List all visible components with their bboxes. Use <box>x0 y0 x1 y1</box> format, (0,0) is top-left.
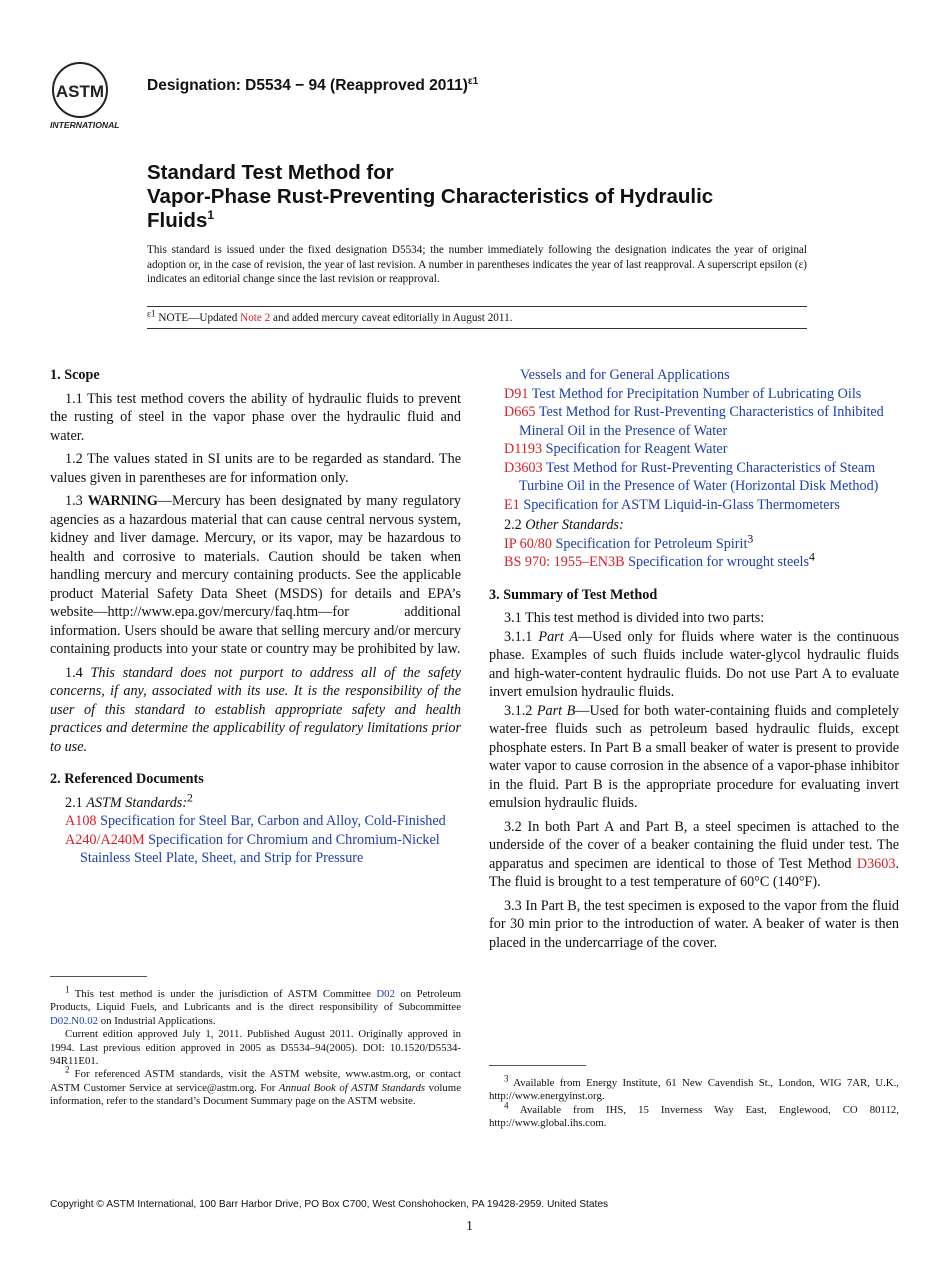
inline-reference-link[interactable]: D3603 <box>856 855 896 872</box>
footnote-link[interactable]: D02.N0.02 <box>50 1014 98 1027</box>
section-heading-referenced: 2. Referenced Documents <box>50 771 204 787</box>
divider <box>147 306 807 307</box>
page-number: 1 <box>466 1219 473 1234</box>
section-heading-summary: 3. Summary of Test Method <box>489 586 658 603</box>
footnote-1b: Current edition approved July 1, 2011. Published August 2011. Originally approved in 1994. Last previous edition approved in 2005 as D5534–94(2005). DOI: 10.1520/D5534-94R11E01. <box>50 1028 461 1068</box>
reference-item[interactable]: D1193 Specification for Reagent Water <box>504 441 728 457</box>
para-1-3: 1.3 WARNING—Mercury has been designated by many regulatory agencies as a hazardous material that can cause central nervous system, kidney and liver damage. Mercury, or its vapor, may be hazardous to health and corrosive to materials. Caution should be taken when handling mercury and mercury containing products. See the applicable product Material Safety Data Sheet (MSDS) for details and EPA’s website—http://www.epa.gov/mercury/faq.htm—for additional information. Users should be aware that selling mercury and/or mercury containing products into your state or country may be prohibited by law. <box>50 493 461 657</box>
reference-item[interactable]: E1 Specification for ASTM Liquid-in-Glass Thermometers <box>504 496 840 513</box>
reference-item[interactable]: D3603 Test Method for Rust-Preventing Characteristics of Steam Turbine Oil in the Presence of Water (Horizontal Disk Method) <box>504 459 879 494</box>
left-footnotes <box>50 984 461 1109</box>
footnote-3: $^3$ Available from Energy Institute, 61 New Cavendish St., London, WIG 7AR, U.K., http://www.energyinst.org. <box>489 1073 899 1103</box>
section-heading-scope: 1. Scope <box>50 367 100 383</box>
reference-item[interactable]: A240/A240M Specification for Chromium and Chromium-Nickel Stainless Steel Plate, Sheet, and Strip for Pressure <box>65 831 440 866</box>
logo-letters: ASTM <box>55 82 105 101</box>
footnote-divider <box>489 1065 586 1066</box>
astm-logo <box>50 60 136 132</box>
footnote-divider <box>50 976 147 977</box>
para-1-1: 1.1 This test method covers the ability of hydraulic fluids to prevent the rusting of steel in the vapor phase over the hydraulic fluid and water. <box>50 390 461 444</box>
editorial-note: $^{\varepsilon 1}$ NOTE—Updated Note 2 and added mercury caveat editorially in August 2011. <box>147 309 513 324</box>
para-3-1: 3.1 This test method is divided into two parts: <box>504 610 765 626</box>
title-line-3: Fluids$^1$ <box>147 208 215 232</box>
reference-item[interactable]: BS 970: 1955–EN3B Specification for wrought steels$^4$ <box>504 549 815 570</box>
reference-item[interactable]: IP 60/80 Specification for Petroleum Spirit$^3$ <box>504 530 754 552</box>
copyright: Copyright © ASTM International, 100 Barr Harbor Drive, PO Box C700, West Conshohocken, PA 19428-2959. United States <box>50 1199 609 1210</box>
footnote-link[interactable]: D02 <box>376 988 395 1000</box>
reference-item[interactable]: A108 Specification for Steel Bar, Carbon and Alloy, Cold-Finished <box>65 813 446 829</box>
footnote-2: $^2$ For referenced ASTM standards, visit the ASTM website, www.astm.org, or contact ASTM Customer Service at service@astm.org. For Annual Book of ASTM Standards volume information, refer to the standard’s Document Summary page on the ASTM website. <box>50 1064 461 1108</box>
title-line-2: Vapor-Phase Rust-Preventing Characteristics of Hydraulic <box>147 185 714 208</box>
right-footnotes <box>489 1073 899 1131</box>
right-column <box>489 366 899 952</box>
document-title <box>147 161 867 233</box>
note-link[interactable]: Note 2 <box>240 312 271 324</box>
divider <box>147 328 807 329</box>
para-3-1-1: 3.1.1 Part A—Used only for fluids where water is the continuous phase. Examples of such fluids include water-glycol hydraulic fluids and high-water-content hydraulic fluids. Do not use Part A to evaluate invert emulsion hydraulic fluids. <box>489 628 900 700</box>
title-line-1: Standard Test Method for <box>147 161 394 184</box>
para-3-1-2: 3.1.2 Part B—Used for both water-containing fluids and completely water-free fluids such as petroleum based hydraulic fluids, except phosphate esters. In Part B a small beaker of water is present to provide water vapor to cause corrosion in the absence of a vapor-phase inhibitor in the fluid. Part B is the appropriate procedure for evaluating invert emulsion hydraulic fluids. <box>489 702 900 811</box>
footnote-1: $^1$ This test method is under the jurisdiction of ASTM Committee D02 on Petroleum Products, Liquid Fuels, and Lubricants and is the direct responsibility of Subcommittee D02.N0.02 on Industrial Applications. <box>50 984 461 1027</box>
reference-item[interactable]: D91 Test Method for Precipitation Number of Lubricating Oils <box>504 385 862 402</box>
para-2-1: 2.1 ASTM Standards:$^2$ <box>65 789 193 811</box>
para-1-2: 1.2 The values stated in SI units are to be regarded as standard. The values given in parentheses are for information only. <box>50 451 461 486</box>
astm-logo-icon <box>50 60 136 132</box>
issuance-statement: This standard is issued under the fixed designation D5534; the number immediately following the designation indicates the year of original adoption or, in the case of revision, the year of last revision. A number in parentheses indicates the year of last reapproval. A superscript epsilon (ε) indicates an editorial change since the last revision or reapproval. <box>147 244 807 286</box>
left-column <box>50 366 461 868</box>
para-2-2: 2.2 Other Standards: <box>504 517 624 533</box>
reference-continuation[interactable]: Vessels and for General Applications <box>520 367 730 383</box>
logo-subtext: INTERNATIONAL <box>50 120 120 130</box>
footnote-4: $^4$ Available from IHS, 15 Inverness Way East, Englewood, CO 80112, http://www.global.ihs.com. <box>489 1100 899 1130</box>
para-3-2: 3.2 In both Part A and Part B, a steel specimen is attached to the underside of the cover of a beaker containing the fluid under test. The apparatus and specimen are identical to those of Test Method D3603. The fluid is brought to a test temperature of 60°C (140°F). <box>489 818 899 890</box>
para-1-4: 1.4 This standard does not purport to address all of the safety concerns, if any, associated with its use. It is the responsibility of the user of this standard to establish appropriate safety and health practices and determine the applicability of regulatory limitations prior to use. <box>50 664 461 755</box>
designation: Designation: D5534 − 94 (Reapproved 2011)$^{\varepsilon 1}$ <box>147 75 479 94</box>
reference-item[interactable]: D665 Test Method for Rust-Preventing Characteristics of Inhibited Mineral Oil in the Presence of Water <box>504 404 884 439</box>
para-3-3: 3.3 In Part B, the test specimen is exposed to the vapor from the fluid for 30 min prior to the introduction of water. A beaker of water is then placed in the undercarriage of the cover. <box>489 897 899 951</box>
